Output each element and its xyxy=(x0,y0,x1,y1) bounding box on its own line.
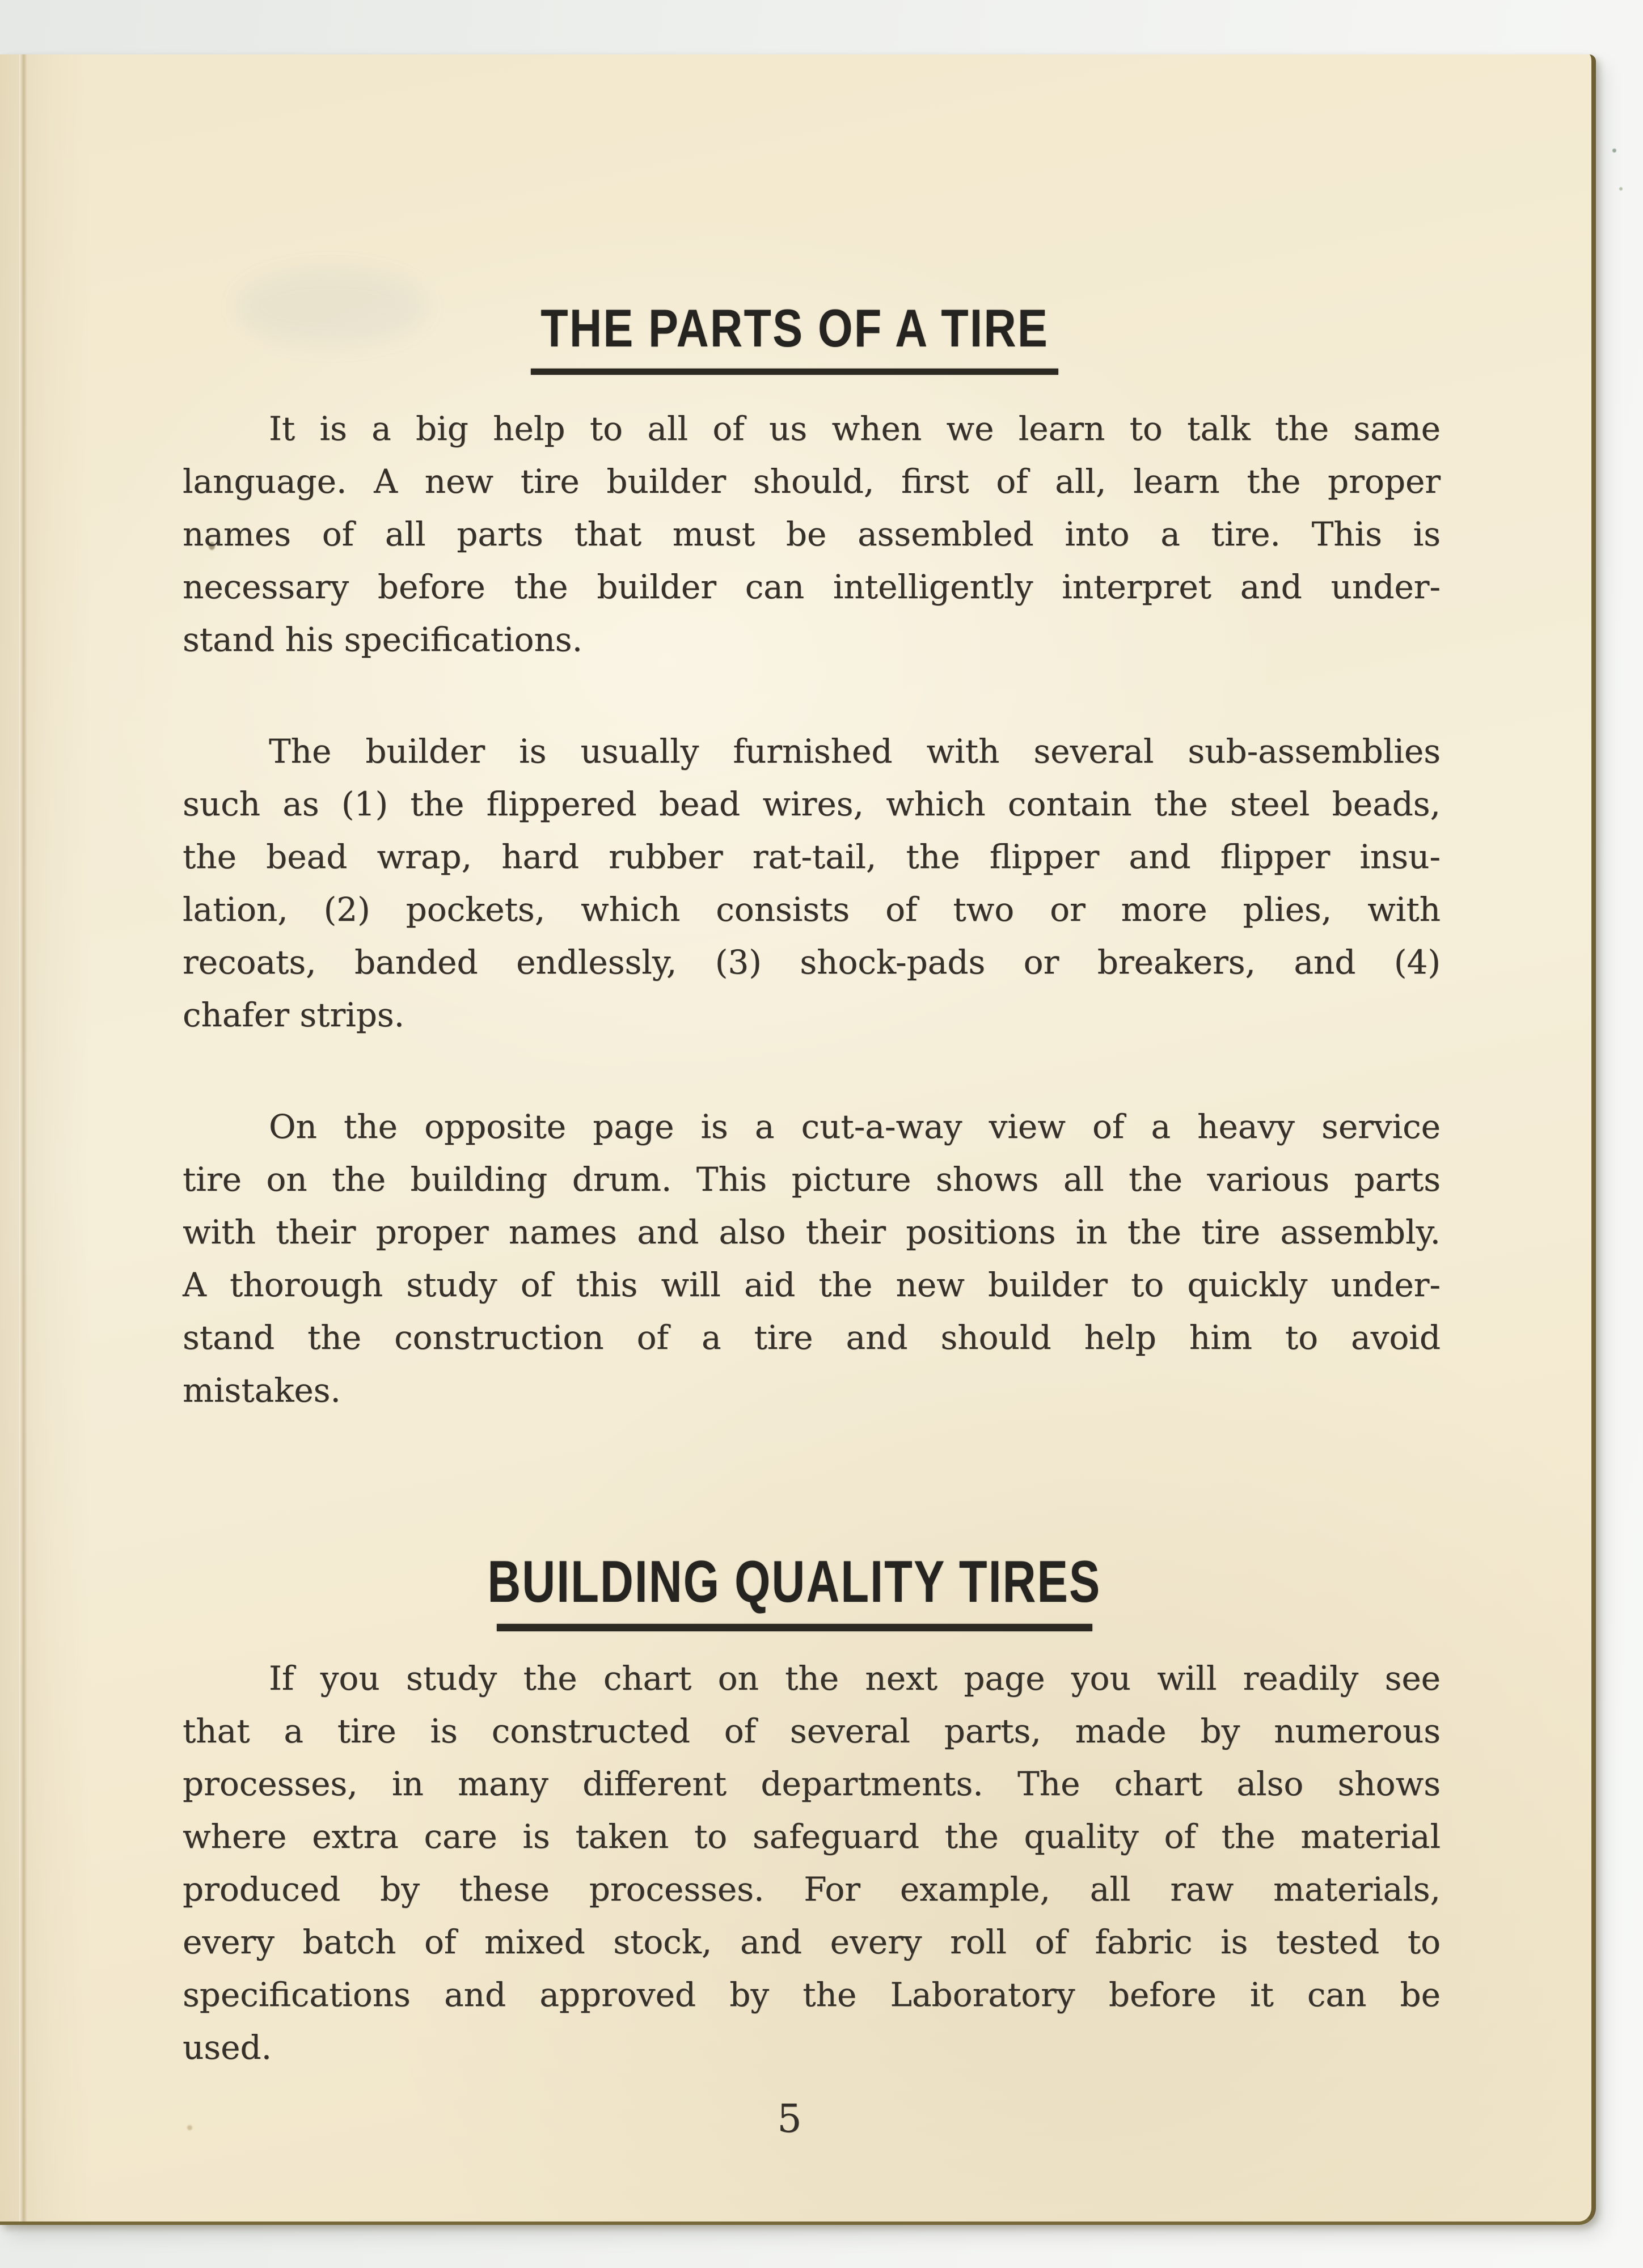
text-line: On the opposite page is a cut-a-way view of a heavy service xyxy=(269,1107,1441,1146)
text-line: A thorough study of this will aid the new builder to quickly under- xyxy=(183,1266,1441,1304)
text-line: stand the construction of a tire and should help him to avoid xyxy=(183,1318,1441,1357)
text-line: stand his specifications. xyxy=(183,620,583,659)
text-line: names of all parts that must be assembled into a tire. This is xyxy=(183,515,1441,553)
text-line: chafer strips. xyxy=(183,996,405,1034)
text-line: such as (1) the flippered bead wires, which contain the steel beads, xyxy=(183,785,1441,823)
paragraph xyxy=(183,1101,1441,1417)
scanner-dust-speck xyxy=(1612,149,1616,153)
text-line: If you study the chart on the next page you will readily see xyxy=(269,1659,1441,1698)
text-line: The builder is usually furnished with several sub-assemblies xyxy=(269,732,1441,771)
paragraph xyxy=(183,403,1441,666)
binding-gutter-shadow xyxy=(0,54,91,2222)
section-body-parts-of-a-tire xyxy=(183,403,1441,1417)
text-line: produced by these processes. For example, all raw materials, xyxy=(183,1870,1441,1909)
text-line: with their proper names and also their positions in the tire assembly. xyxy=(183,1213,1441,1251)
heading-underline xyxy=(531,369,1058,375)
paragraph xyxy=(183,1652,1441,2074)
booklet-page xyxy=(0,54,1596,2225)
text-line: the bead wrap, hard rubber rat-tail, the flipper and flipper insu- xyxy=(183,837,1441,876)
text-line: recoats, banded endlessly, (3) shock-pads or breakers, and (4) xyxy=(183,943,1441,981)
text-line: mistakes. xyxy=(183,1371,341,1410)
section-heading-parts-of-a-tire xyxy=(166,298,1424,375)
text-line: language. A new tire builder should, first of all, learn the proper xyxy=(183,462,1441,501)
section-heading-building-quality-tires xyxy=(166,1549,1424,1631)
section-body-building-quality-tires xyxy=(183,1652,1441,2074)
section-title: BUILDING QUALITY TIRES xyxy=(487,1549,1102,1615)
page-title: THE PARTS OF A TIRE xyxy=(540,298,1049,358)
heading-underline xyxy=(497,1624,1092,1631)
text-line: that a tire is constructed of several parts, made by numerous xyxy=(183,1712,1441,1750)
page-crease xyxy=(19,54,27,2222)
paragraph xyxy=(183,725,1441,1042)
scanner-dust-speck xyxy=(1619,187,1623,191)
text-line: necessary before the builder can intelligently interpret and under- xyxy=(183,568,1441,606)
page-number: 5 xyxy=(777,2097,802,2142)
text-line: where extra care is taken to safeguard the quality of the material xyxy=(183,1817,1441,1856)
text-line: every batch of mixed stock, and every roll of fabric is tested to xyxy=(183,1923,1441,1961)
text-line: used. xyxy=(183,2028,272,2067)
text-line: It is a big help to all of us when we learn to talk the same xyxy=(269,409,1441,448)
text-line: lation, (2) pockets, which consists of two or more plies, with xyxy=(183,890,1441,929)
text-line: tire on the building drum. This picture shows all the various parts xyxy=(183,1160,1441,1199)
text-line: processes, in many different departments. The chart also shows xyxy=(183,1765,1441,1803)
text-line: specifications and approved by the Laboratory before it can be xyxy=(183,1975,1441,2014)
